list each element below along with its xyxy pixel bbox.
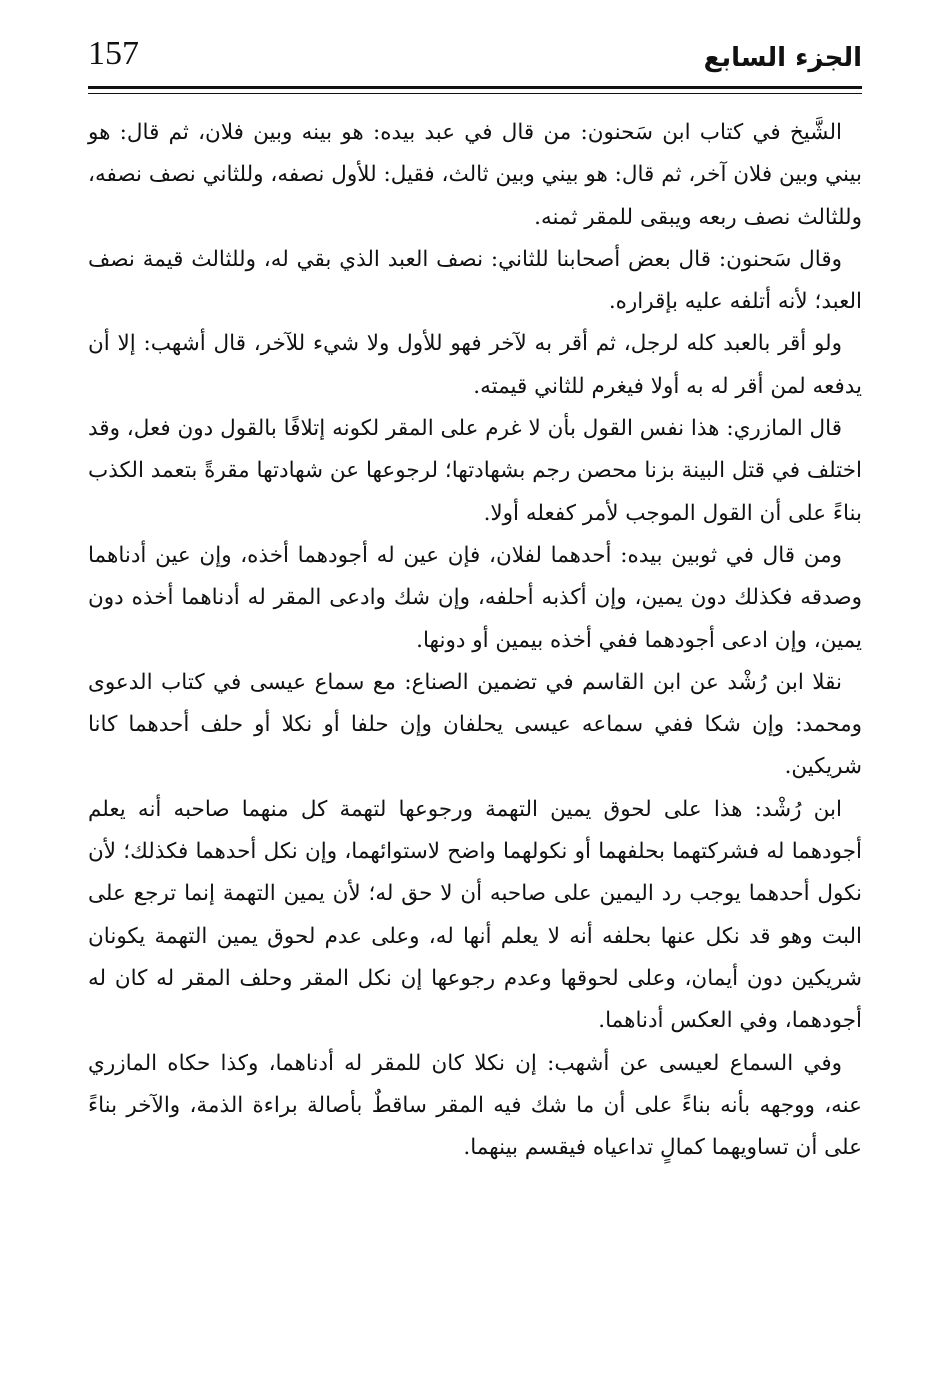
body-text [88,112,862,1169]
running-title: الجزء السابع [703,43,862,73]
paragraph-5: ومن قال في ثوبين بيده: أحدهما لفلان، فإن عين له أجودهما أخذه، وإن عين أدناهما وصدقه فكذلك دون يمين، وإن أكذبه أحلفه، وإن شك وادعى المقر له أدناهما أخذه دون يمين، وإن ادعى أجودهما ففي أخذه بيمين أو دونها. [88,542,862,653]
header-rule-thin [88,93,862,94]
page-header [88,34,862,86]
paragraph-7: ابن رُشْد: هذا على لحوق يمين التهمة ورجوعها لتهمة كل منهما صاحبه أنه يعلم أجودهما له فشركتهما بحلفهما أو نكولهما واضح لاستوائهما، وإن نكل أحدهما فكذلك؛ لأن نكول أحدهما يوجب رد اليمين على صاحبه أن لا حق له؛ لأن يمين التهمة إنما ترجع على البت وهو قد نكل عنها بحلفه أنه لا يعلم أنها له، وعلى عدم لحوق يمين التهمة يكونان شريكين دون أيمان، وعلى لحوقها وعدم رجوعها إن نكل المقر وحلف المقر له كان له أجودهما، وفي العكس أدناهما. [88,796,862,1034]
paragraph-6: نقلا ابن رُشْد عن ابن القاسم في تضمين الصناع: مع سماع عيسى في كتاب الدعوى ومحمد: وإن شكا ففي سماعه عيسى يحلفان وإن حلفا أو نكلا أو حلف أحدهما كانا شريكين. [88,669,862,780]
page-number: 157 [88,35,139,72]
paragraph-3: ولو أقر بالعبد كله لرجل، ثم أقر به لآخر فهو للأول ولا شيء للآخر، قال أشهب: إلا أن يدفعه لمن أقر له به أولا فيغرم للثاني قيمته. [88,331,862,399]
paragraph-8: وفي السماع لعيسى عن أشهب: إن نكلا كان للمقر له أدناهما، وكذا حكاه المازري عنه، ووجهه بأنه بناءً على أن ما شك فيه المقر ساقطٌ بأصالة براءة الذمة، والآخر بناءً على أن تساويهما كمالٍ تداعياه فيقسم بينهما. [88,1050,862,1161]
paragraph-4: قال المازري: هذا نفس القول بأن لا غرم على المقر لكونه إتلافًا بالقول دون فعل، وقد اختلف في قتل البينة بزنا محصن رجم بشهادتها؛ لرجوعها عن شهادتها مقرةً بتعمد الكذب بناءً على أن القول الموجب لأمر كفعله أولا. [88,416,862,526]
paragraph-2: وقال سَحنون: قال بعض أصحابنا للثاني: نصف العبد الذي بقي له، وللثالث قيمة نصف العبد؛ لأنه أتلفه عليه بإقراره. [88,246,862,315]
header-rule [88,86,862,89]
paragraph-1: الشَّيخ في كتاب ابن سَحنون: من قال في عبد بيده: هو بينه وبين فلان، ثم قال: هو بيني وبين فلان آخر، ثم قال: هو بيني وبين ثالث، فقيل: للأول نصفه، وللثاني نصف نصفه، وللثالث نصف ربعه ويبقى للمقر ثمنه. [88,120,862,230]
